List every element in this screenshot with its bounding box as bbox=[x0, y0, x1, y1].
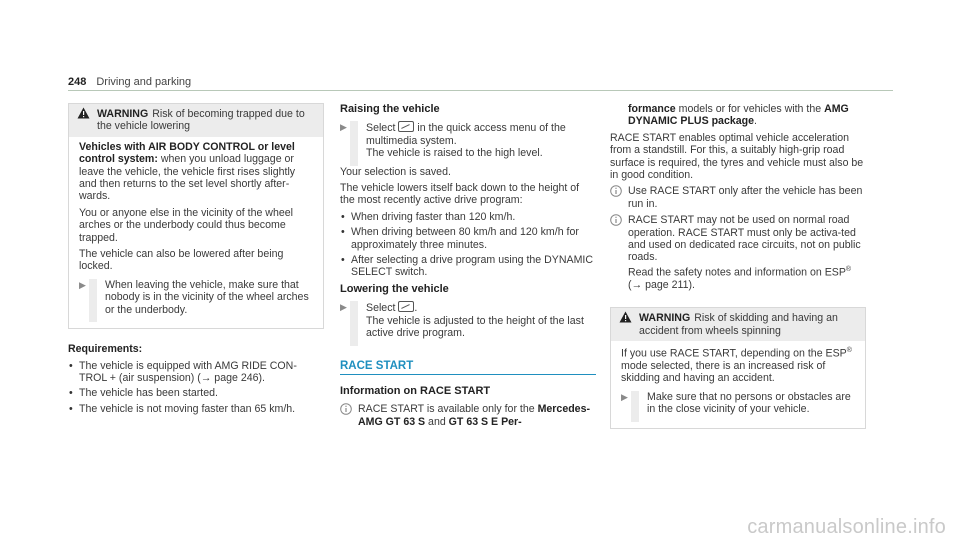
action-step bbox=[340, 121, 596, 159]
info-heading: Information on RACE START bbox=[340, 384, 491, 397]
warning-triangle-icon bbox=[619, 311, 632, 323]
warning-box-trapped bbox=[68, 103, 324, 329]
step-text-part: Select bbox=[366, 302, 399, 315]
list-item: • The vehicle is not moving faster than 65 km/h. bbox=[68, 403, 324, 415]
play-arrow-icon: ▶ bbox=[79, 279, 86, 290]
step-text: When leaving the vehicle, make sure that nobody is in the vicinity of the wheel arches or the underbody. bbox=[105, 278, 309, 316]
requirements-heading: Requirements: bbox=[68, 343, 143, 356]
warning-paragraph: You or anyone else in the vicinity of the wheel arches or the underbody could thus become trapped. bbox=[79, 206, 293, 244]
registered-mark: ® bbox=[845, 265, 852, 273]
warning-header bbox=[69, 104, 323, 137]
continued-paragraph bbox=[610, 103, 866, 128]
warning-header bbox=[611, 308, 865, 341]
list-item: • When driving faster than 120 km/h. bbox=[340, 211, 596, 223]
lowers-text: The vehicle lowers itself back down to the height of the most recently active drive program: bbox=[340, 182, 580, 207]
info-icon bbox=[340, 403, 352, 415]
registered-mark: ® bbox=[846, 347, 852, 355]
page-header bbox=[68, 76, 893, 90]
action-step bbox=[79, 279, 313, 316]
step-text bbox=[358, 301, 596, 339]
warning-text: If you use RACE START, depending on the ESP bbox=[621, 347, 847, 360]
note-text: Read the safety notes and information on ESP bbox=[628, 266, 846, 279]
watermark: carmanualsonline.info bbox=[747, 515, 946, 538]
list-item: • The vehicle is equipped with AMG RIDE CON-TROL + (air suspension) (→ page 246). bbox=[68, 360, 324, 385]
list-item: • After selecting a drive program using the DYNAMIC SELECT switch. bbox=[340, 254, 596, 279]
play-arrow-icon: ▶ bbox=[340, 302, 347, 313]
warning-paragraph bbox=[79, 141, 313, 203]
step-bar bbox=[89, 279, 97, 322]
step-bar bbox=[350, 121, 358, 165]
warning-body bbox=[611, 341, 865, 428]
list-item: • When driving between 80 km/h and 120 km/h for approximately three minutes. bbox=[340, 226, 596, 251]
step-bar bbox=[350, 301, 358, 345]
info-text: and bbox=[425, 415, 449, 428]
warning-title: Risk of skidding and having an accident from wheels spinning bbox=[639, 312, 838, 337]
step-text-part: Select bbox=[366, 122, 399, 135]
page-number: 248 bbox=[68, 76, 87, 88]
info-icon bbox=[610, 214, 622, 226]
header-divider bbox=[68, 90, 893, 91]
model-name: formance bbox=[628, 103, 676, 115]
step-text-part: in the quick access menu of the multimedia system. bbox=[366, 122, 566, 147]
warning-text: when you unload luggage or leave the vehicle, the vehicle first rises slightly and then returns to the set level shortly after-wards. bbox=[79, 153, 296, 203]
play-arrow-icon: ▶ bbox=[340, 122, 347, 133]
raising-heading: Raising the vehicle bbox=[340, 103, 440, 115]
step-text-part: . bbox=[414, 302, 418, 315]
step-bar bbox=[631, 391, 639, 422]
info-note bbox=[610, 185, 866, 210]
step-text: Make sure that no persons or obstacles are in the close vicinity of your vehicle. bbox=[647, 390, 851, 416]
step-result: The vehicle is adjusted to the height of the last active drive program. bbox=[366, 314, 584, 340]
package-name: AMG DYNAMIC PLUS package bbox=[628, 103, 849, 128]
info-icon bbox=[610, 185, 622, 197]
race-paragraph: RACE START enables optimal vehicle acceleration from a standstill. For this, a suitably high-grip road surface is required, the tyres and vehicle must also be in good condition. bbox=[610, 131, 864, 182]
info-text: RACE START is available only for the bbox=[358, 403, 538, 416]
warning-paragraph: The vehicle can also be lowered after being locked. bbox=[79, 248, 284, 273]
para-text: models or for vehicles with the bbox=[675, 103, 825, 115]
model-name: GT 63 S E Per- bbox=[448, 415, 522, 428]
race-start-heading: RACE START bbox=[340, 359, 414, 372]
step-text bbox=[358, 121, 596, 159]
warning-box-skidding bbox=[610, 307, 866, 428]
warning-triangle-icon bbox=[77, 107, 90, 119]
warning-paragraph bbox=[621, 345, 855, 385]
list-item: • The vehicle has been started. bbox=[68, 387, 324, 399]
note-text: Use RACE START only after the vehicle has been run in. bbox=[628, 185, 863, 210]
section-title: Driving and parking bbox=[96, 76, 192, 88]
column-1 bbox=[68, 103, 324, 419]
saved-text: Your selection is saved. bbox=[340, 165, 451, 178]
lowers-list bbox=[340, 211, 596, 279]
raise-vehicle-icon bbox=[398, 121, 414, 132]
para-text: . bbox=[753, 115, 757, 128]
model-name: Mercedes-AMG GT 63 S bbox=[358, 403, 590, 428]
play-arrow-icon: ▶ bbox=[621, 391, 628, 402]
warning-title: Risk of becoming trapped due to the vehicle lowering bbox=[97, 108, 305, 133]
info-note bbox=[340, 403, 596, 428]
section-divider bbox=[340, 374, 596, 375]
warning-text: mode selected, there is an increased risk of skidding and having an accident. bbox=[621, 359, 826, 385]
column-2 bbox=[340, 103, 596, 432]
page-reference[interactable]: (→ page 211). bbox=[628, 278, 695, 291]
warning-bold-lead: Vehicles with AIR BODY CONTROL or level control system: bbox=[79, 140, 295, 166]
info-note bbox=[610, 214, 866, 291]
action-step bbox=[621, 391, 855, 416]
warning-body bbox=[69, 137, 323, 328]
action-step bbox=[340, 301, 596, 339]
step-result: The vehicle is raised to the high level. bbox=[366, 147, 543, 160]
lower-vehicle-icon bbox=[398, 301, 414, 312]
warning-word: WARNING bbox=[97, 108, 149, 120]
warning-word: WARNING bbox=[639, 312, 691, 325]
note-text: RACE START may not be used on normal road operation. RACE START must only be activa-ted and used on dedicated race circuits, not on public roads. bbox=[628, 214, 861, 264]
lowering-heading: Lowering the vehicle bbox=[340, 282, 449, 295]
requirements-list bbox=[68, 360, 324, 416]
column-3 bbox=[610, 103, 866, 429]
